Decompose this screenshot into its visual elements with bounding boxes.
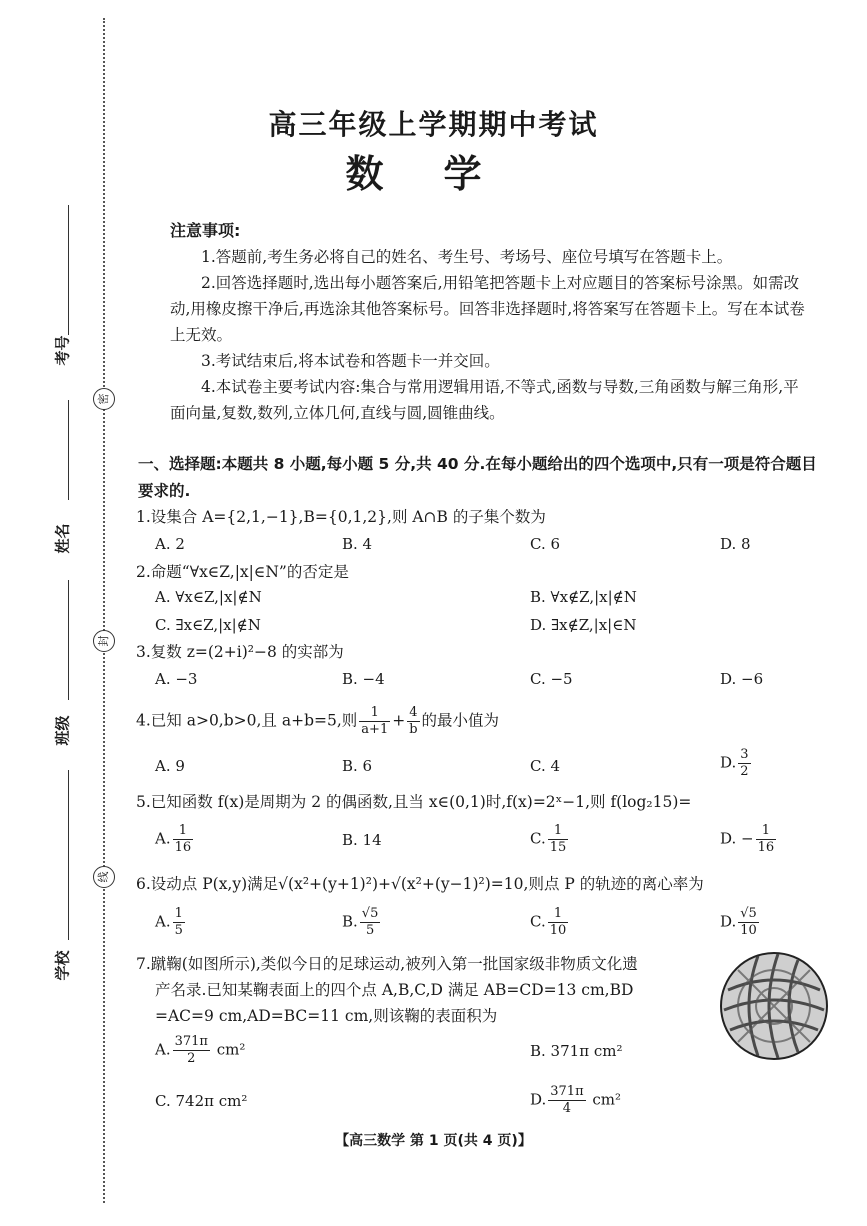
question-5-stem: 5.已知函数 f(x)是周期为 2 的偶函数,且当 x∈(0,1)时,f(x)=2ˣ−1,则 f(log₂15)= [136, 793, 692, 811]
q2-option-c: C. ∃x∈Z,|x|∉N [155, 616, 261, 634]
q7-a-den: 2 [187, 1051, 196, 1066]
q4-d-fraction [738, 747, 750, 780]
q7-a-prefix: A. [155, 1040, 171, 1059]
exam-title: 高三年级上学期期中考试 [268, 108, 599, 141]
q5-option-a [155, 823, 195, 856]
school-label: 学校 [53, 950, 72, 981]
q1-option-c: C. 6 [530, 535, 561, 553]
name-line-top [68, 400, 69, 500]
q7-a-num: 371π [174, 1034, 208, 1049]
q3-option-a: A. −3 [155, 670, 198, 688]
q2-option-b: B. ∀x∉Z,|x|∉N [530, 588, 637, 606]
question-1-stem: 1.设集合 A={2,1,−1},B={0,1,2},则 A∩B 的子集个数为 [136, 508, 546, 526]
q2-option-a: A. ∀x∈Z,|x|∉N [155, 588, 262, 606]
section-heading: 一、选择题:本题共 8 小题,每小题 5 分,共 40 分.在每小题给出的四个选项中,只有一项是符合题目要求的. [138, 455, 817, 500]
q7-option-b: B. 371π cm² [530, 1042, 623, 1060]
q6-c-num: 1 [548, 906, 569, 923]
q7-d-fraction [548, 1084, 585, 1117]
q5-a-prefix: A. [155, 829, 171, 848]
notice-item: 2.回答选择题时,选出每小题答案后,用铅笔把答题卡上对应题目的答案标号涂黑。如需改动,用橡皮擦干净后,再选涂其他答案标号。回答非选择题时,将答案写在答题卡上。写在本试卷上无效。 [170, 274, 805, 344]
q6-b-fraction [360, 906, 381, 939]
q2-option-d: D. ∃x∉Z,|x|∈N [530, 616, 637, 634]
q6-c-fraction [548, 906, 569, 939]
q1-option-b: B. 4 [342, 535, 373, 553]
q7-option-a [155, 1034, 245, 1067]
q1-option-a: A. 2 [155, 535, 185, 553]
exam-number-line [68, 205, 69, 335]
cuju-ball-image [718, 950, 830, 1062]
q5-a-fraction [173, 823, 194, 856]
q4-d-prefix: D. [720, 753, 737, 772]
page-footer: 【高三数学 第 1 页(共 4 页)】 [335, 1133, 532, 1149]
question-2-stem: 2.命题“∀x∈Z,|x|∈N”的否定是 [136, 563, 349, 581]
q5-a-num: 1 [173, 823, 194, 840]
q6-d-num: √5 [740, 906, 757, 921]
q6-b-den: 5 [365, 923, 375, 938]
q5-d-den: 16 [757, 840, 775, 855]
q7-d-num: 371π [550, 1084, 584, 1099]
q6-option-a [155, 906, 187, 939]
q4-option-c: C. 4 [530, 757, 561, 775]
q5-c-den: 15 [549, 840, 567, 855]
q4-plus: + [392, 711, 406, 730]
exam-number-label: 考号 [53, 335, 72, 366]
q6-a-prefix: A. [155, 912, 171, 931]
question-3-stem: 3.复数 z=(2+i)²−8 的实部为 [136, 643, 344, 661]
question-7-line-1: 7.蹴鞠(如图所示),类似今日的足球运动,被列入第一批国家级非物质文化遗 [136, 955, 638, 973]
q5-c-num: 1 [548, 823, 569, 840]
q5-d-num: 1 [756, 823, 777, 840]
q6-d-fraction [738, 906, 759, 939]
q6-option-b [342, 906, 382, 939]
q7-option-c: C. 742π cm² [155, 1092, 248, 1110]
q4-d-num: 3 [740, 747, 749, 762]
q7-d-prefix: D. [530, 1090, 547, 1109]
q7-d-den: 4 [562, 1101, 572, 1116]
q6-c-den: 10 [549, 923, 567, 938]
notice-item: 1.答题前,考生务必将自己的姓名、考生号、考场号、座位号填写在答题卡上。 [201, 248, 733, 266]
q4-option-b: B. 6 [342, 757, 373, 775]
notice-block [170, 218, 810, 426]
q3-option-b: B. −4 [342, 670, 385, 688]
q6-option-d [720, 906, 761, 939]
q6-d-prefix: D. [720, 912, 737, 931]
q4-d-den: 2 [740, 764, 749, 779]
q4-option-d [720, 747, 753, 780]
q6-a-num: 1 [174, 906, 183, 921]
seal-xian: 线 [93, 866, 115, 888]
q7-a-fraction [173, 1034, 210, 1067]
q7-d-unit: cm² [592, 1090, 622, 1109]
question-4-stem [136, 705, 499, 738]
q5-option-c [530, 823, 570, 856]
q3-option-d: D. −6 [720, 670, 764, 688]
question-6-stem: 6.设动点 P(x,y)满足√(x²+(y+1)²)+√(x²+(y−1)²)=10,则点 P 的轨迹的离心率为 [136, 875, 704, 893]
q5-option-d [720, 823, 778, 856]
q4-option-a: A. 9 [155, 757, 185, 775]
q6-b-num: √5 [361, 906, 379, 921]
q5-a-den: 16 [174, 840, 192, 855]
q4-frac1-den: a+1 [361, 722, 389, 737]
name-label: 姓名 [53, 523, 72, 554]
q6-c-prefix: C. [530, 912, 546, 931]
q4-frac2-den: b [409, 722, 418, 737]
q4-frac2-num: 4 [407, 705, 419, 722]
q5-c-prefix: C. [530, 829, 546, 848]
school-line-top [68, 770, 69, 940]
q6-option-c [530, 906, 570, 939]
q4-stem-pre: 4.已知 a>0,b>0,且 a+b=5,则 [136, 711, 358, 730]
q6-d-den: 10 [740, 923, 757, 938]
q7-a-unit: cm² [216, 1040, 246, 1059]
q5-d-prefix: D. − [720, 829, 754, 848]
seal-feng: 封 [93, 630, 115, 652]
q5-d-fraction [756, 823, 777, 856]
question-7-line-3: =AC=9 cm,AD=BC=11 cm,则该鞠的表面积为 [155, 1007, 498, 1025]
q6-a-fraction [173, 906, 185, 939]
q5-option-b: B. 14 [342, 831, 382, 849]
seal-mi: 密 [93, 388, 115, 410]
notice-item: 4.本试卷主要考试内容:集合与常用逻辑用语,不等式,函数与导数,三角函数与解三角形,平面向量,复数,数列,立体几何,直线与圆,圆锥曲线。 [170, 378, 799, 422]
q7-option-d [530, 1084, 621, 1117]
notice-heading: 注意事项: [170, 221, 241, 240]
class-label: 班级 [53, 715, 72, 746]
notice-item: 3.考试结束后,将本试卷和答题卡一并交回。 [201, 352, 500, 370]
q5-c-fraction [548, 823, 569, 856]
q4-stem-post: 的最小值为 [421, 711, 500, 730]
q4-fraction-1 [359, 705, 390, 738]
q4-frac1-num: 1 [359, 705, 390, 722]
q6-a-den: 5 [174, 923, 183, 938]
q4-fraction-2 [407, 705, 419, 738]
q6-b-prefix: B. [342, 912, 358, 931]
q1-option-d: D. 8 [720, 535, 751, 553]
class-line-top [68, 580, 69, 700]
subject-title: 数学 [345, 152, 542, 196]
question-7-line-2: 产名录.已知某鞠表面上的四个点 A,B,C,D 满足 AB=CD=13 cm,BD [155, 981, 634, 999]
q3-option-c: C. −5 [530, 670, 573, 688]
